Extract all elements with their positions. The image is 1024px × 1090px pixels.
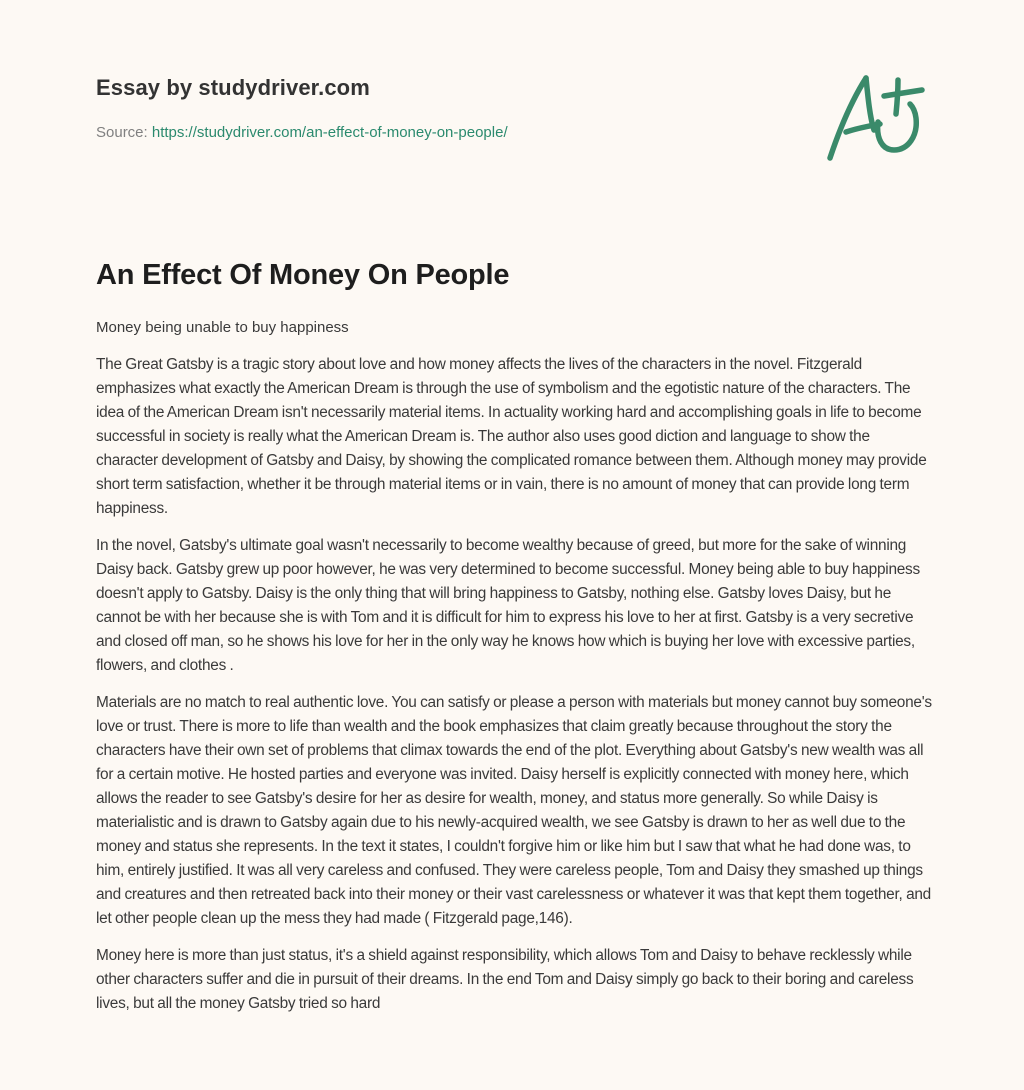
source-link[interactable]: https://studydriver.com/an-effect-of-money-on-people/	[151, 124, 508, 141]
paragraph: Materials are no match to real authentic love. You can satisfy or please a person with materials but money cannot buy someone's love or trust. There is more to life than wealth and the book emphasizes that claim greatly because throughout the story the characters have their own set of problems that climax towards the end of the plot. Everything about Gatsby's new wealth was all for a certain motive. He hosted parties and everyone was invited. Daisy herself is explicitly connected with money here, which allows the reader to see Gatsby's desire for her as desire for wealth, money, and status more generally. So while Daisy is materialistic and is drawn to Gatsby again due to his newly-acquired wealth, we see Gatsby is drawn to her as well due to the money and status she represents. In the text it states, I couldn't forgive him or like him but I saw that what he had done was, to him, entirely justified. It was all very careless and confused. They were careless people, Tom and Daisy they smashed up things and creatures and then retreated back into their money or their vast carelessness or whatever it was that kept them together, and let other people clean up the mess they had made ( Fitzgerald page,146).	[96, 694, 932, 927]
article-subtitle: Money being unable to buy happiness	[96, 319, 349, 336]
essay-article	[96, 252, 932, 1016]
article-title: An Effect Of Money On People	[96, 259, 510, 291]
a-plus-grade-icon	[822, 66, 928, 164]
paragraph: The Great Gatsby is a tragic story about love and how money affects the lives of the characters in the novel. Fitzgerald emphasizes what exactly the American Dream is through the use of symbolism and the egotistic nature of the characters. The idea of the American Dream isn't necessarily material items. In actuality working hard and accomplishing goals in life to become successful in society is really what the American Dream is. The author also uses good diction and language to show the character development of Gatsby and Daisy, by showing the complicated romance between them. Although money may provide short term satisfaction, whether it be through material items or in vain, there is no amount of money that can provide long term happiness.	[96, 356, 927, 517]
source-label: Source:	[96, 124, 148, 141]
page-header	[96, 0, 936, 200]
paragraph: Money here is more than just status, it's a shield against responsibility, which allows Tom and Daisy to behave recklessly while other characters suffer and die in pursuit of their dreams. In the end Tom and Daisy simply go back to their boring and careless lives, but all the money Gatsby tried so hard	[96, 947, 914, 1012]
brand-title: Essay by studydriver.com	[96, 75, 370, 100]
paragraph: In the novel, Gatsby's ultimate goal wasn't necessarily to become wealthy because of greed, but more for the sake of winning Daisy back. Gatsby grew up poor however, he was very determined to become successful. Money being able to buy happiness doesn't apply to Gatsby. Daisy is the only thing that will bring happiness to Gatsby, nothing else. Gatsby loves Daisy, but he cannot be with her because she is with Tom and it is difficult for him to express his love to her at first. Gatsby is a very secretive and closed off man, so he shows his love for her in the only way he knows how which is buying her love with excessive parties, flowers, and clothes .	[96, 537, 920, 674]
source-line	[96, 124, 508, 141]
